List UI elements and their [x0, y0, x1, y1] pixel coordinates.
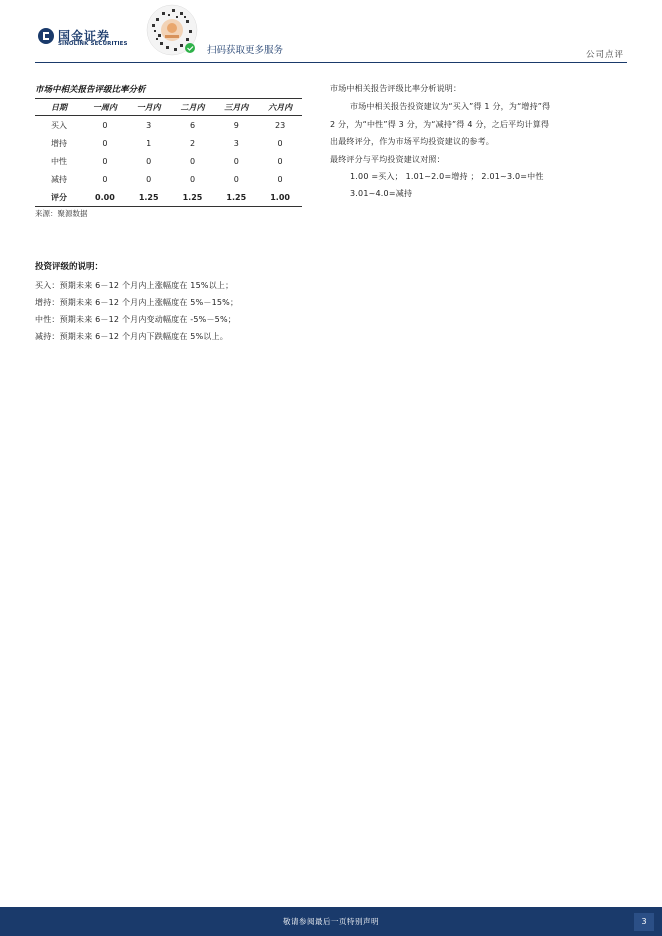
logo-cn-text: 国金证券 [58, 29, 111, 43]
explanation-title: 市场中相关报告评级比率分析说明： [330, 84, 462, 93]
page-number: 3 [634, 913, 654, 931]
table-header-row [35, 99, 302, 116]
table-cell: 0 [233, 174, 239, 184]
table-cell: 0 [146, 174, 152, 184]
score-cell: 1.25 [214, 188, 258, 207]
column-header: 二月内 [171, 99, 215, 116]
table-cell: 2 [189, 138, 196, 148]
score-cell: 1.25 [127, 188, 171, 207]
row-label: 增持 [51, 138, 67, 148]
page-header [0, 0, 662, 64]
rating-item-overweight: 增持：预期未来 6－12 个月内上涨幅度在 5%－15%； [35, 298, 239, 307]
page-footer [0, 907, 662, 936]
company-logo [37, 27, 132, 49]
table-cell: 0 [102, 138, 108, 148]
table-row [35, 116, 302, 135]
row-label: 评分 [35, 188, 83, 207]
qr-code-icon[interactable] [146, 4, 198, 56]
explanation-line-1: 市场中相关报告投资建议为“买入”得 1 分，为“增持”得 [350, 102, 551, 111]
table-cell: 1 [146, 138, 152, 148]
mapping-line-1: 1.00 =买入； 1.01~2.0=增持 ； 2.01~3.0=中性 [350, 172, 544, 181]
mapping-line-2: 3.01~4.0=减持 [350, 189, 413, 198]
header-divider [35, 62, 627, 63]
sinolink-logo-icon [37, 27, 55, 45]
column-header: 日期 [35, 99, 83, 116]
table-cell: 6 [189, 120, 196, 130]
table-source: 来源：聚源数据 [35, 209, 88, 218]
explanation-line-2: 2 分，为“中性”得 3 分，为“减持”得 4 分，之后平均计算得 [330, 120, 550, 129]
rating-item-neutral: 中性：预期未来 6－12 个月内变动幅度在 -5%－5%； [35, 315, 236, 324]
rating-item-buy: 买入：预期未来 6－12 个月内上涨幅度在 15%以上； [35, 281, 234, 290]
table-cell: 3 [146, 120, 152, 130]
table-cell: 0 [102, 174, 108, 184]
row-label: 中性 [51, 156, 67, 166]
table-cell: 23 [275, 120, 286, 130]
table-cell: 0 [102, 156, 108, 166]
explanation-line-3: 出最终评分，作为市场平均投资建议的参考。 [330, 137, 494, 146]
table-row [35, 152, 302, 170]
table-row [35, 134, 302, 152]
table-cell: 0 [277, 174, 283, 184]
table-cell: 0 [146, 156, 152, 166]
score-cell: 0.00 [83, 188, 127, 207]
row-label: 买入 [51, 120, 67, 130]
table-cell: 0 [233, 156, 239, 166]
qr-caption: 扫码获取更多服务 [207, 45, 284, 56]
doc-type-label: 公司点评 [585, 50, 624, 60]
mapping-title: 最终评分与平均投资建议对照： [330, 155, 445, 164]
table-cell: 9 [233, 120, 239, 130]
table-cell: 0 [102, 120, 108, 130]
table-row [35, 170, 302, 188]
column-header: 一月内 [127, 99, 171, 116]
table-cell: 0 [189, 156, 196, 166]
row-label: 减持 [51, 174, 67, 184]
investment-rating-title: 投资评级的说明： [35, 262, 104, 272]
score-cell: 1.00 [258, 188, 302, 207]
table-cell: 0 [189, 174, 196, 184]
score-row [35, 188, 302, 207]
footer-disclaimer: 敬请参阅最后一页特别声明 [283, 917, 379, 926]
table-cell: 0 [277, 138, 283, 148]
table-cell: 0 [277, 156, 283, 166]
column-header: 六月内 [258, 99, 302, 116]
rating-item-underweight: 减持：预期未来 6－12 个月内下跌幅度在 5%以上。 [35, 332, 228, 341]
table-cell: 3 [233, 138, 239, 148]
rating-ratio-table [35, 98, 302, 207]
column-header: 一周内 [83, 99, 127, 116]
column-header: 三月内 [214, 99, 258, 116]
rating-table-title: 市场中相关报告评级比率分析 [35, 85, 146, 95]
logo-en-text: SINOLINK SECURITIES [58, 41, 128, 47]
score-cell: 1.25 [171, 188, 215, 207]
